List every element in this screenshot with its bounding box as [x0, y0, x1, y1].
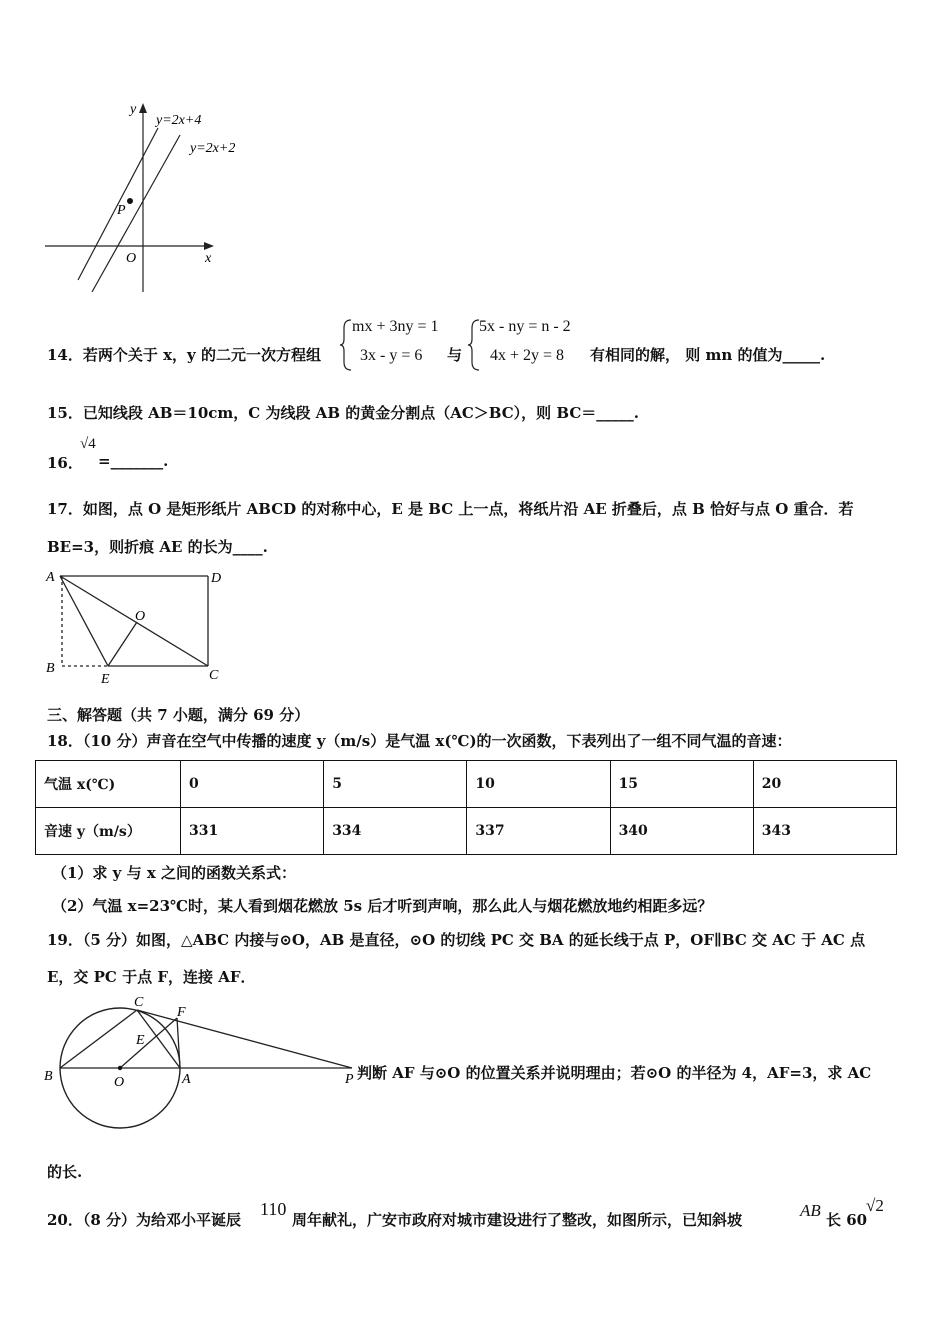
- x-axis-arrow: [204, 242, 214, 250]
- q17-line2: BE=3，则折痕 AE 的长为____.: [47, 538, 268, 556]
- q18-table: [35, 760, 897, 855]
- q17-rectangle-figure: [40, 565, 235, 690]
- q20-part3: 长 60: [826, 1211, 868, 1229]
- q16-radical: √4: [80, 436, 96, 452]
- center-dot: [118, 1066, 122, 1070]
- x-axis-label: x: [205, 251, 212, 266]
- q14-system2-eq1: 5x - ny = n - 2: [479, 318, 571, 335]
- label-o: O: [135, 609, 146, 624]
- table-cell: 15: [610, 761, 753, 808]
- label-f: F: [177, 1005, 186, 1020]
- label-c: C: [134, 995, 144, 1010]
- q14-brace-left: [339, 318, 353, 372]
- q19-line4: 的长.: [47, 1163, 83, 1181]
- q14-suffix: 有相同的解， 则 mn 的值为_____.: [590, 346, 826, 364]
- table-cell: 334: [324, 808, 467, 855]
- label-d: D: [211, 571, 222, 586]
- line1-label: y=2x+4: [156, 113, 202, 128]
- q18-part1: （1）求 y 与 x 之间的函数关系式：: [52, 864, 296, 882]
- label-c: C: [209, 668, 219, 683]
- table-cell: 331: [181, 808, 324, 855]
- q20-sqrt2: √2: [866, 1196, 884, 1215]
- q16-number: 16．: [47, 454, 83, 472]
- y-axis-label: y: [130, 102, 137, 117]
- q18-part2: （2）气温 x=23℃时，某人看到烟花燃放 5s 后才听到声响，那么此人与烟花燃放地约相距多远？: [52, 897, 713, 915]
- section3-title: 三、解答题（共 7 小题，满分 69 分）: [47, 706, 310, 724]
- tangent-cp: [137, 1010, 352, 1068]
- segment-eo: [108, 622, 137, 666]
- point-p-label: P: [117, 203, 126, 218]
- q19-line3: 判断 AF 与⊙O 的位置关系并说明理由；若⊙O 的半径为 4，AF=3，求 AC: [357, 1064, 872, 1082]
- line-2x-plus-2: [92, 135, 180, 292]
- q14-system1-eq2: 3x - y = 6: [360, 347, 423, 364]
- table-cell: 20: [753, 761, 896, 808]
- q13-graph-figure: [40, 95, 270, 300]
- label-a: A: [182, 1072, 191, 1087]
- chord-bc: [60, 1010, 137, 1068]
- q16-tail: =_______.: [98, 452, 169, 470]
- label-e: E: [101, 672, 110, 687]
- label-b: B: [46, 661, 55, 676]
- q19-circle-figure: [40, 990, 360, 1135]
- q20-part1: 20．（8 分）为给邓小平诞辰: [47, 1211, 242, 1229]
- table-row-temperature: [36, 761, 897, 808]
- diagonal-ac: [60, 576, 208, 666]
- q14-system1-eq1: mx + 3ny = 1: [352, 318, 439, 335]
- label-p: P: [345, 1072, 354, 1087]
- point-p: [127, 198, 133, 204]
- table-cell: 340: [610, 808, 753, 855]
- table-cell: 气温 x(℃): [36, 761, 181, 808]
- y-axis-arrow: [139, 103, 147, 113]
- line2-label: y=2x+2: [190, 141, 236, 156]
- q14-prefix: 14．若两个关于 x，y 的二元一次方程组: [47, 346, 321, 364]
- table-cell: 5: [324, 761, 467, 808]
- table-cell: 343: [753, 808, 896, 855]
- table-row-speed: [36, 808, 897, 855]
- label-b: B: [44, 1069, 53, 1084]
- table-cell: 337: [467, 808, 610, 855]
- label-e: E: [136, 1033, 145, 1048]
- q15-text: 15．已知线段 AB＝10cm，C 为线段 AB 的黄金分割点（AC＞BC），则 BC＝_____.: [47, 404, 640, 422]
- fold-ae: [60, 576, 108, 666]
- table-cell: 10: [467, 761, 610, 808]
- table-cell: 0: [181, 761, 324, 808]
- q20-ab: AB: [800, 1201, 821, 1220]
- q14-mid: 与: [447, 346, 463, 364]
- label-a: A: [46, 570, 55, 585]
- q17-line1: 17．如图，点 O 是矩形纸片 ABCD 的对称中心，E 是 BC 上一点，将纸片沿 AE 折叠后，点 B 恰好与点 O 重合．若: [47, 500, 854, 518]
- q20-part2: 周年献礼，广安市政府对城市建设进行了整改，如图所示，已知斜坡: [292, 1211, 743, 1229]
- q19-line1: 19．（5 分）如图，△ABC 内接与⊙O，AB 是直径，⊙O 的切线 PC 交 BA 的延长线于点 P，OF∥BC 交 AC 于 AC 点: [47, 931, 866, 949]
- segment-af: [177, 1018, 180, 1068]
- q19-line2: E，交 PC 于点 F，连接 AF．: [47, 968, 256, 986]
- q14-system2-eq2: 4x + 2y = 8: [490, 347, 565, 364]
- origin-label: O: [126, 251, 137, 266]
- q20-number-110: 110: [260, 1199, 287, 1219]
- q18-intro: 18．（10 分）声音在空气中传播的速度 y（m/s）是气温 x(℃)的一次函数，下表列出了一组不同气温的音速：: [47, 732, 792, 750]
- label-o: O: [114, 1075, 125, 1090]
- table-cell: 音速 y（m/s）: [36, 808, 181, 855]
